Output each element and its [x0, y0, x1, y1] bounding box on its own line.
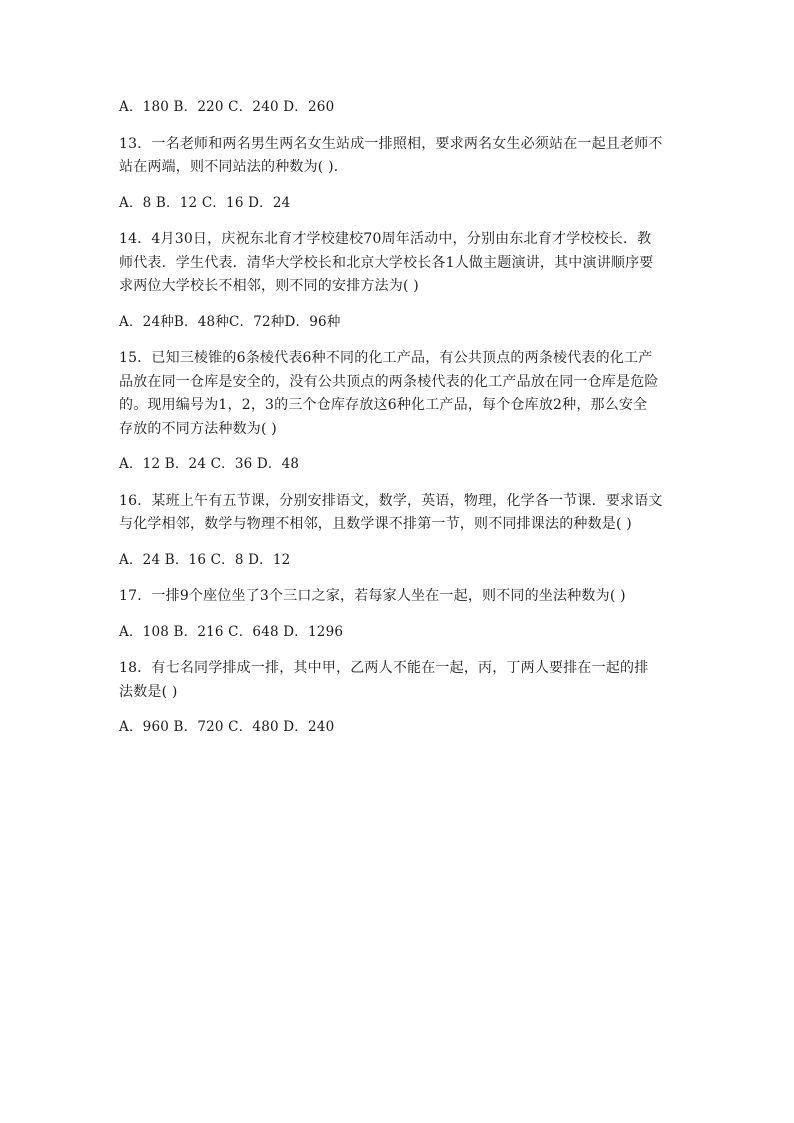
question-15 [119, 347, 679, 441]
question-17 [119, 585, 679, 609]
q14-line-2: 师代表．学生代表．清华大学校长和北京大学校长各1人做主题演讲，其中演讲顺序要 [119, 254, 654, 271]
question-13 [119, 133, 679, 180]
q17-line-1: 17．一排9个座位坐了3个三口之家，若每家人坐在一起，则不同的坐法种数为( ) [119, 588, 626, 604]
q15-line-1: 15．已知三棱锥的6条棱代表6种不同的化工产品，有公共顶点的两条棱代表的化工产 [119, 350, 653, 366]
q18-line-2: 法数是( ) [119, 683, 178, 700]
q14-line-3: 求两位大学校长不相邻，则不同的安排方法为( ) [119, 278, 419, 294]
q16-line-1: 16．某班上午有五节课，分别安排语文，数学，英语，物理，化学各一节课．要求语文 [119, 492, 663, 509]
q18-options: A．960 B．720 C．480 D．240 [119, 719, 335, 735]
q12-options: A．180 B．220 C．240 D．260 [119, 99, 335, 115]
question-16 [119, 490, 679, 537]
q18-line-1: 18．有七名同学排成一排，其中甲，乙两人不能在一起，丙，丁两人要排在一起的排 [119, 660, 649, 676]
q16-options: A．24 B．16 C．8 D．12 [119, 551, 291, 568]
question-18 [119, 657, 679, 704]
document-content [119, 96, 679, 740]
question-14 [119, 228, 679, 299]
q17-options: A．108 B．216 C．648 D．1296 [119, 623, 344, 640]
q15-line-4: 存放的不同方法种数为( ) [119, 420, 277, 437]
q14-line-1: 14．4月30日，庆祝东北育才学校建校70周年活动中，分别由东北育才学校校长．教 [119, 231, 652, 247]
q13-line-2: 站在两端，则不同站法的种数为( )． [119, 159, 348, 175]
q15-line-3: 的。现用编号为1，2，3的三个仓库存放这6种化工产品，每个仓库放2种，那么安全 [119, 397, 648, 413]
q15-line-2: 品放在同一仓库是安全的，没有公共顶点的两条棱代表的化工产品放在同一仓库是危险 [119, 373, 659, 390]
q15-options: A．12 B．24 C．36 D．48 [119, 456, 300, 472]
q14-options: A．24种B．48种C．72种D．96种 [119, 313, 341, 330]
q16-line-2: 与化学相邻，数学与物理不相邻，且数学课不排第一节，则不同排课法的种数是( ) [119, 516, 632, 532]
q13-line-1: 13．一名老师和两名男生两名女生站成一排照相，要求两名女生必须站在一起且老师不 [119, 135, 663, 152]
q13-options: A．8 B．12 C．16 D．24 [119, 194, 291, 211]
